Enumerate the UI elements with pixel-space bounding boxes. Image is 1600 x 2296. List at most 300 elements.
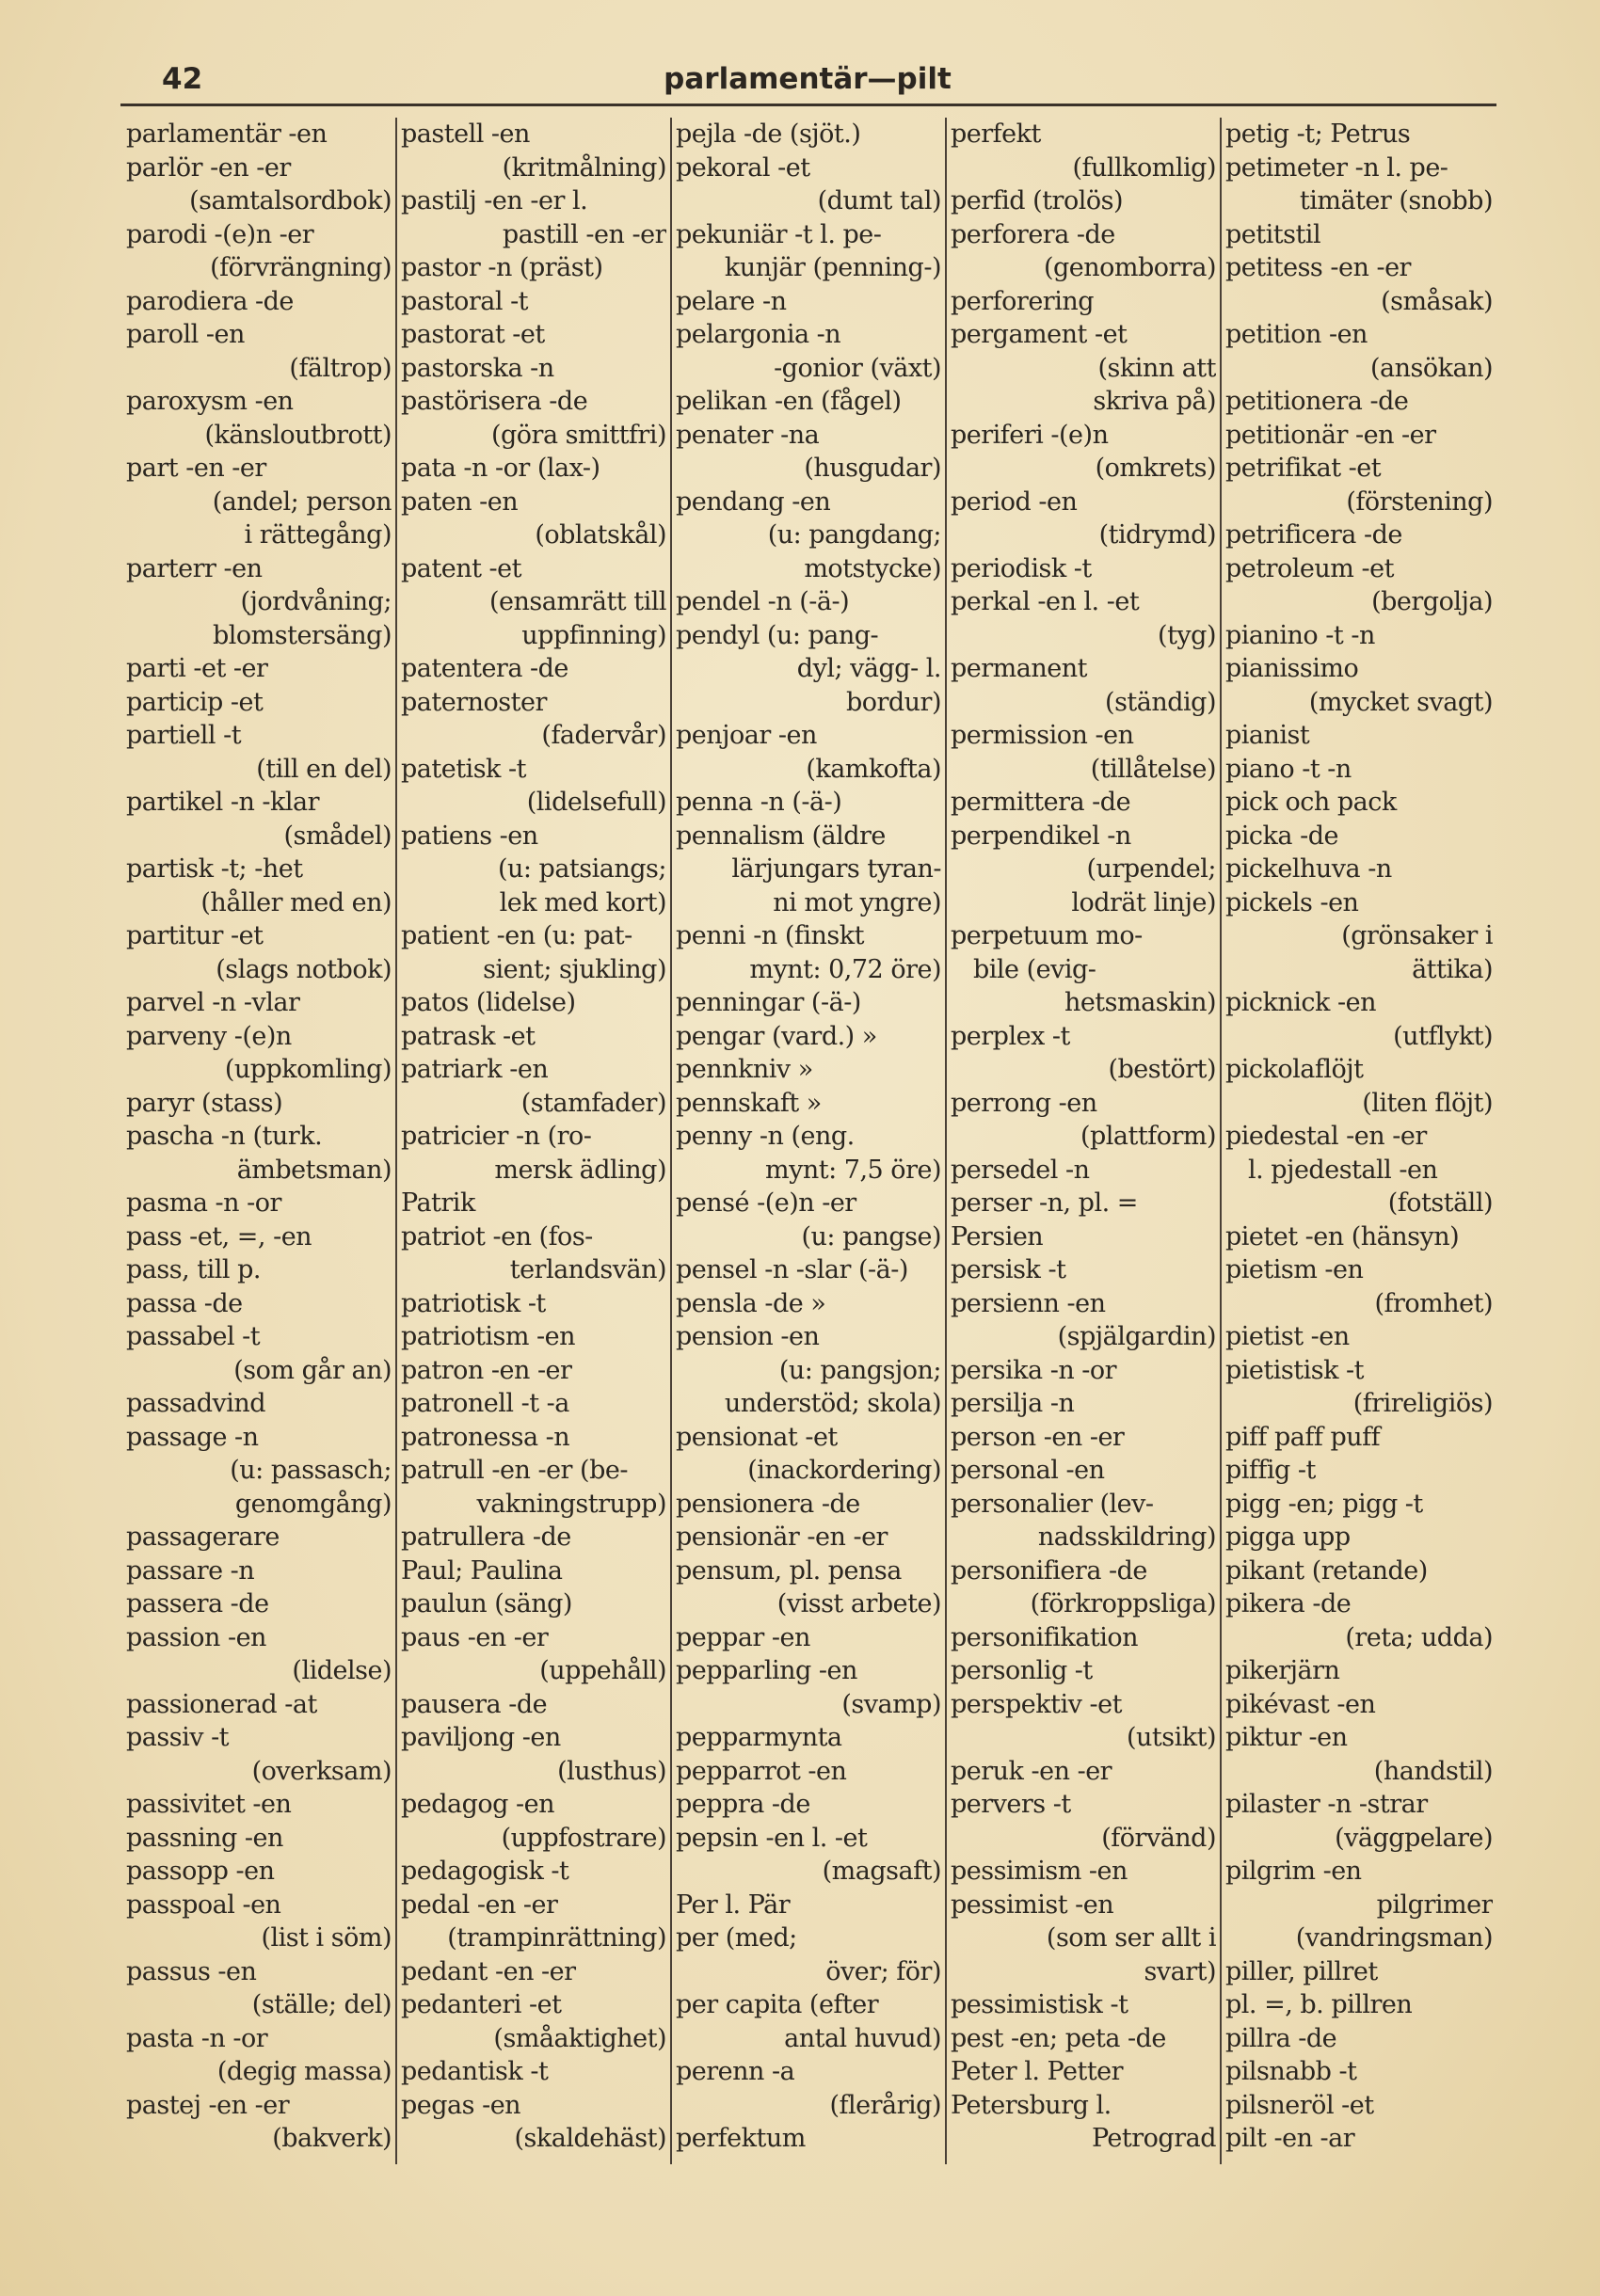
dictionary-entry: paus -en -er — [401, 1622, 549, 1652]
dictionary-entry: piktur -en — [1225, 1723, 1348, 1752]
dictionary-entry: persilja -n — [951, 1389, 1075, 1418]
dictionary-entry: pastor -n (präst) — [401, 253, 603, 282]
dictionary-entry: pascha -n (turk. — [126, 1122, 323, 1151]
entry-continuation: (vandringsman) — [1295, 1923, 1493, 1953]
entry-continuation: (omkrets) — [1095, 454, 1216, 483]
dictionary-entry: passivitet -en — [126, 1790, 292, 1819]
dictionary-entry: pengar (vard.) » — [676, 1021, 877, 1051]
entry-continuation: understöd; skola) — [724, 1389, 941, 1418]
dictionary-entry: pietistisk -t — [1225, 1355, 1364, 1385]
entry-continuation: (tyg) — [1158, 620, 1216, 650]
dictionary-entry: perpetuum mo- — [951, 921, 1143, 950]
entry-continuation: uppfinning) — [521, 620, 666, 650]
entry-continuation: (göra smittfri) — [490, 420, 666, 450]
dictionary-entry: perfid (trolös) — [951, 186, 1123, 215]
dictionary-entry: passare -n — [126, 1555, 255, 1586]
dictionary-entry: petrifikat -et — [1225, 454, 1382, 483]
dictionary-entry: petitionera -de — [1225, 387, 1409, 416]
dictionary-entry: passabel -t — [126, 1322, 261, 1351]
entry-continuation: skriva på) — [1093, 387, 1216, 416]
dictionary-entry: patient -en (u: pat- — [401, 921, 632, 950]
running-head: parlamentär—pilt — [664, 62, 952, 96]
dictionary-columns — [122, 118, 1496, 2160]
entry-continuation: (förstening) — [1346, 486, 1493, 517]
dictionary-entry: pass -et, =, -en — [126, 1221, 312, 1252]
dictionary-entry: passera -de — [126, 1589, 269, 1618]
dictionary-entry: patent -et — [401, 553, 521, 583]
dictionary-entry: personifiera -de — [951, 1555, 1147, 1586]
dictionary-entry: periferi -(e)n — [951, 420, 1109, 450]
dictionary-entry: pensel -n -slar (-ä-) — [676, 1255, 908, 1284]
dictionary-entry: pedal -en -er — [401, 1889, 558, 1920]
dictionary-entry: periodisk -t — [951, 553, 1092, 583]
dictionary-entry: paroxysm -en — [126, 387, 294, 416]
dictionary-entry: perplex -t — [951, 1021, 1070, 1051]
dictionary-entry: passagerare — [126, 1523, 280, 1552]
dictionary-entry: paten -en — [401, 486, 519, 517]
entry-continuation: (jordvåning; — [240, 587, 392, 616]
entry-continuation: i rättegång) — [244, 520, 392, 550]
dictionary-entry: pegas -en — [401, 2090, 521, 2120]
entry-continuation: (fullkomlig) — [1072, 152, 1216, 183]
dictionary-entry: Peter l. Petter — [951, 2057, 1124, 2086]
dictionary-entry: petroleum -et — [1225, 553, 1394, 583]
dictionary-entry: pietist -en — [1225, 1322, 1350, 1351]
dictionary-entry: pessimistisk -t — [951, 1990, 1128, 2019]
entry-continuation: pilgrimer — [1376, 1889, 1493, 1920]
dictionary-entry: passpoal -en — [126, 1889, 281, 1920]
dictionary-entry: pendel -n (-ä-) — [676, 587, 850, 616]
entry-continuation: dyl; vägg- l. — [796, 654, 941, 683]
dictionary-entry: pepsin -en l. -et — [676, 1823, 868, 1853]
dictionary-entry: petig -t; Petrus — [1225, 120, 1411, 149]
dictionary-entry: personlig -t — [951, 1656, 1093, 1685]
dictionary-entry: patricier -n (ro- — [401, 1122, 592, 1151]
entry-continuation: (småsak) — [1381, 286, 1493, 316]
dictionary-entry: persienn -en — [951, 1288, 1106, 1318]
dictionary-entry: patriot -en (fos- — [401, 1221, 593, 1252]
dictionary-entry: piff paff puff — [1225, 1422, 1381, 1452]
entry-continuation: (stamfader) — [520, 1088, 666, 1118]
entry-continuation: (förvänd) — [1101, 1823, 1216, 1853]
dictionary-entry: patron -en -er — [401, 1355, 572, 1385]
entry-continuation: (reta; udda) — [1345, 1622, 1493, 1652]
dictionary-entry: pessimist -en — [951, 1889, 1114, 1920]
dictionary-entry: petition -en — [1225, 320, 1368, 349]
dictionary-entry: parodi -(e)n -er — [126, 219, 314, 249]
dictionary-entry: pickels -en — [1225, 887, 1359, 917]
dictionary-entry: part -en -er — [126, 454, 266, 483]
dictionary-entry: pasta -n -or — [126, 2023, 268, 2053]
dictionary-entry: period -en — [951, 486, 1078, 517]
dictionary-entry: perkal -en l. -et — [951, 587, 1140, 616]
entry-continuation: (dumt tal) — [817, 186, 941, 215]
dictionary-entry: peruk -en -er — [951, 1756, 1112, 1786]
dictionary-entry: penater -na — [676, 420, 820, 450]
dictionary-entry: passiv -t — [126, 1723, 230, 1752]
dictionary-entry: per (med; — [676, 1923, 797, 1953]
dictionary-entry: penny -n (eng. — [676, 1122, 855, 1151]
dictionary-entry: paroll -en — [126, 320, 245, 349]
dictionary-entry: passa -de — [126, 1288, 243, 1318]
dictionary-entry: passage -n — [126, 1422, 259, 1452]
entry-continuation: (väggpelare) — [1335, 1823, 1493, 1853]
entry-continuation: (overksam) — [251, 1756, 392, 1786]
entry-continuation: (bestört) — [1108, 1055, 1216, 1084]
dictionary-entry: pianist — [1225, 721, 1310, 750]
entry-continuation: (u: pangsjon; — [778, 1355, 941, 1385]
dictionary-entry: patentera -de — [401, 654, 568, 683]
dictionary-column-1 — [122, 118, 397, 2164]
entry-continuation: timäter (snobb) — [1299, 186, 1493, 215]
entry-continuation: -gonior (växt) — [774, 353, 941, 383]
dictionary-entry: particip -et — [126, 687, 264, 717]
dictionary-entry: parterr -en — [126, 553, 263, 583]
dictionary-entry: personalier (lev- — [951, 1489, 1154, 1519]
dictionary-entry: pl. =, b. pillren — [1225, 1990, 1413, 2019]
dictionary-entry: pietet -en (hänsyn) — [1225, 1221, 1460, 1252]
entry-continuation: (flerårig) — [829, 2090, 941, 2120]
dictionary-entry: peppra -de — [676, 1790, 810, 1819]
dictionary-entry: pervers -t — [951, 1790, 1071, 1819]
dictionary-entry: pastilj -en -er l. — [401, 186, 588, 215]
dictionary-entry: parodiera -de — [126, 286, 294, 316]
dictionary-entry: piffig -t — [1225, 1456, 1316, 1485]
entry-continuation: (bakverk) — [272, 2124, 392, 2153]
dictionary-entry: paviljong -en — [401, 1723, 561, 1752]
entry-continuation: (inackordering) — [747, 1456, 941, 1485]
entry-continuation: ni mot yngre) — [773, 887, 941, 917]
entry-continuation: (håller med en) — [200, 887, 392, 917]
dictionary-entry: petitstil — [1225, 219, 1321, 249]
dictionary-entry: penningar (-ä-) — [676, 988, 861, 1017]
dictionary-entry: peppar -en — [676, 1622, 810, 1652]
dictionary-entry: pilaster -n -strar — [1225, 1790, 1428, 1819]
dictionary-entry: personifikation — [951, 1622, 1139, 1652]
dictionary-entry: paulun (säng) — [401, 1589, 572, 1618]
entry-continuation: (kritmålning) — [502, 152, 666, 183]
entry-continuation: (förkroppsliga) — [1030, 1589, 1216, 1618]
dictionary-entry: pilgrim -en — [1225, 1857, 1362, 1886]
entry-continuation: Petrograd — [1091, 2124, 1216, 2153]
entry-continuation: antal huvud) — [784, 2023, 941, 2053]
dictionary-entry: person -en -er — [951, 1422, 1125, 1452]
entry-continuation: (plattform) — [1080, 1122, 1216, 1151]
entry-continuation: terlandsvän) — [509, 1255, 666, 1284]
entry-continuation: blomstersäng) — [212, 620, 392, 650]
dictionary-entry: pessimism -en — [951, 1857, 1128, 1886]
dictionary-column-2 — [397, 118, 672, 2164]
dictionary-entry: permittera -de — [951, 788, 1131, 817]
entry-continuation: (list i söm) — [261, 1923, 392, 1953]
page-header — [120, 58, 1495, 109]
entry-continuation: (smådel) — [283, 821, 392, 851]
entry-continuation: svart) — [1144, 1956, 1216, 1986]
dictionary-entry: pekuniär -t l. pe- — [676, 219, 882, 249]
dictionary-entry: pastell -en — [401, 120, 530, 149]
entry-continuation: (visst arbete) — [776, 1589, 941, 1618]
entry-continuation: (ensamrätt till — [489, 587, 666, 616]
dictionary-entry: pianino -t -n — [1225, 620, 1375, 650]
dictionary-entry: pedantisk -t — [401, 2057, 549, 2086]
entry-continuation: (u: pangse) — [801, 1221, 941, 1252]
dictionary-entry: per capita (efter — [676, 1990, 879, 2019]
dictionary-entry: persika -n -or — [951, 1355, 1117, 1385]
dictionary-entry: pilt -en -ar — [1225, 2124, 1355, 2153]
dictionary-entry: pennskaft » — [676, 1088, 822, 1118]
dictionary-entry: pennkniv » — [676, 1055, 813, 1084]
entry-continuation: (andel; person — [212, 486, 392, 517]
dictionary-entry: parvel -n -vlar — [126, 988, 300, 1017]
dictionary-entry: Patrik — [401, 1188, 475, 1218]
dictionary-entry: patriotisk -t — [401, 1288, 546, 1318]
entry-continuation: (liten flöjt) — [1362, 1088, 1493, 1118]
dictionary-entry: passadvind — [126, 1389, 266, 1418]
dictionary-entry: Per l. Pär — [676, 1889, 791, 1920]
entry-continuation: (genomborra) — [1043, 253, 1216, 282]
entry-continuation: (grönsaker i — [1341, 921, 1493, 950]
dictionary-column-4 — [947, 118, 1222, 2164]
entry-continuation: bile (evig- — [973, 954, 1096, 984]
dictionary-entry: pata -n -or (lax-) — [401, 454, 600, 483]
entry-continuation: lodrät linje) — [1071, 887, 1216, 917]
entry-continuation: l. pjedestall -en — [1248, 1155, 1438, 1185]
dictionary-entry: paternoster — [401, 687, 547, 717]
entry-continuation: (uppkomling) — [224, 1055, 392, 1084]
dictionary-entry: pepparrot -en — [676, 1756, 847, 1786]
dictionary-entry: penni -n (finskt — [676, 921, 864, 950]
dictionary-entry: patrullera -de — [401, 1523, 571, 1552]
header-rule — [120, 104, 1496, 106]
dictionary-entry: piano -t -n — [1225, 754, 1352, 784]
dictionary-entry: perenn -a — [676, 2057, 795, 2086]
entry-continuation: (till en del) — [256, 754, 392, 784]
dictionary-entry: picknick -en — [1225, 988, 1376, 1017]
entry-continuation: (handstil) — [1373, 1756, 1493, 1786]
entry-continuation: (u: patsiangs; — [497, 854, 666, 884]
entry-continuation: genomgång) — [234, 1489, 392, 1519]
dictionary-entry: pedant -en -er — [401, 1956, 576, 1986]
dictionary-entry: pikerjärn — [1225, 1656, 1340, 1685]
dictionary-entry: Petersburg l. — [951, 2090, 1112, 2120]
dictionary-entry: pedagog -en — [401, 1790, 555, 1819]
dictionary-entry: pension -en — [676, 1322, 820, 1351]
dictionary-entry: pedagogisk -t — [401, 1857, 569, 1886]
dictionary-entry: pensé -(e)n -er — [676, 1188, 856, 1218]
dictionary-entry: pensum, pl. pensa — [676, 1555, 902, 1586]
dictionary-entry: patriotism -en — [401, 1322, 576, 1351]
entry-continuation: (skaldehäst) — [514, 2124, 666, 2153]
entry-continuation: (fadervår) — [541, 721, 666, 750]
dictionary-entry: pilsnabb -t — [1225, 2057, 1357, 2086]
entry-continuation: (fältrop) — [289, 353, 392, 383]
dictionary-entry: pastoral -t — [401, 286, 529, 316]
dictionary-entry: petitionär -en -er — [1225, 420, 1436, 450]
entry-continuation: vakningstrupp) — [476, 1489, 666, 1519]
dictionary-entry: piedestal -en -er — [1225, 1122, 1427, 1151]
dictionary-entry: pedanteri -et — [401, 1990, 562, 2019]
dictionary-entry: pensionär -en -er — [676, 1523, 888, 1552]
dictionary-entry: perfekt — [951, 120, 1041, 149]
dictionary-column-3 — [672, 118, 947, 2164]
dictionary-entry: pigg -en; pigg -t — [1225, 1489, 1423, 1519]
entry-continuation: (lidelse) — [292, 1656, 392, 1685]
dictionary-entry: perrong -en — [951, 1088, 1097, 1118]
entry-continuation: (husgudar) — [804, 454, 941, 483]
entry-continuation: lärjungars tyran- — [731, 854, 941, 884]
entry-continuation: (kamkofta) — [806, 754, 941, 784]
entry-continuation: (svamp) — [841, 1689, 941, 1719]
dictionary-entry: perpendikel -n — [951, 821, 1131, 851]
dictionary-entry: pest -en; peta -de — [951, 2023, 1166, 2053]
entry-continuation: lek med kort) — [499, 887, 666, 917]
dictionary-entry: passus -en — [126, 1956, 257, 1986]
entry-continuation: sient; sjukling) — [483, 954, 666, 984]
entry-continuation: ättika) — [1412, 954, 1493, 984]
entry-continuation: (utsikt) — [1126, 1723, 1216, 1752]
dictionary-entry: pick och pack — [1225, 788, 1397, 817]
entry-continuation: (magsaft) — [822, 1857, 941, 1886]
dictionary-entry: pepparling -en — [676, 1656, 857, 1685]
entry-continuation: (slags notbok) — [216, 954, 392, 984]
entry-continuation: (oblatskål) — [535, 520, 666, 550]
dictionary-entry: pelare -n — [676, 286, 787, 316]
dictionary-entry: pastorat -et — [401, 320, 545, 349]
dictionary-entry: pensionat -et — [676, 1422, 838, 1452]
entry-continuation: (tidrymd) — [1098, 520, 1216, 550]
dictionary-entry: passion -en — [126, 1622, 266, 1652]
dictionary-entry: pigga upp — [1225, 1523, 1351, 1552]
dictionary-entry: parti -et -er — [126, 654, 268, 683]
dictionary-entry: pikera -de — [1225, 1589, 1352, 1618]
dictionary-entry: perforera -de — [951, 219, 1115, 249]
entry-continuation: över; för) — [825, 1956, 941, 1986]
dictionary-entry: pelikan -en (fågel) — [676, 387, 902, 416]
entry-continuation: mynt: 0,72 öre) — [749, 954, 941, 984]
entry-continuation: mersk ädling) — [494, 1155, 666, 1185]
dictionary-entry: patrask -et — [401, 1021, 536, 1051]
entry-continuation: (u: passasch; — [230, 1456, 392, 1485]
dictionary-entry: passning -en — [126, 1823, 283, 1853]
dictionary-entry: persisk -t — [951, 1255, 1066, 1284]
dictionary-entry: permission -en — [951, 721, 1134, 750]
dictionary-entry: pikant (retande) — [1225, 1555, 1428, 1586]
entry-continuation: (samtalsordbok) — [189, 186, 392, 215]
dictionary-entry: penjoar -en — [676, 721, 817, 750]
entry-continuation: pastill -en -er — [502, 219, 666, 249]
dictionary-entry: patronessa -n — [401, 1422, 570, 1452]
entry-continuation: (känsloutbrott) — [204, 420, 392, 450]
dictionary-entry: parlör -en -er — [126, 152, 291, 183]
dictionary-entry: petimeter -n l. pe- — [1225, 152, 1448, 183]
entry-continuation: (urpendel; — [1086, 854, 1216, 884]
dictionary-entry: pickolaflöjt — [1225, 1055, 1364, 1084]
dictionary-entry: pickelhuva -n — [1225, 854, 1392, 884]
entry-continuation: (tillåtelse) — [1090, 754, 1216, 784]
entry-continuation: kunjär (penning-) — [724, 253, 941, 282]
dictionary-entry: petrificera -de — [1225, 520, 1402, 550]
dictionary-entry: pillra -de — [1225, 2023, 1337, 2053]
dictionary-entry: Paul; Paulina — [401, 1555, 563, 1586]
dictionary-entry: pensionera -de — [676, 1489, 860, 1519]
dictionary-entry: pastorska -n — [401, 353, 554, 383]
entry-continuation: (som går an) — [233, 1355, 392, 1385]
dictionary-entry: permanent — [951, 654, 1087, 683]
dictionary-entry: partisk -t; -het — [126, 854, 303, 884]
entry-continuation: (spjälgardin) — [1057, 1322, 1216, 1351]
entry-continuation: (som ser allt i — [1046, 1923, 1216, 1953]
entry-continuation: (utflykt) — [1393, 1021, 1493, 1051]
dictionary-entry: picka -de — [1225, 821, 1338, 851]
dictionary-entry: pelargonia -n — [676, 320, 841, 349]
entry-continuation: ämbetsman) — [236, 1155, 392, 1185]
dictionary-entry: perser -n, pl. = — [951, 1188, 1138, 1218]
entry-continuation: (uppfostrare) — [501, 1823, 666, 1853]
dictionary-entry: perfektum — [676, 2124, 806, 2153]
dictionary-entry: patiens -en — [401, 821, 538, 851]
entry-continuation: (frireligiös) — [1352, 1389, 1493, 1418]
dictionary-entry: pendyl (u: pang- — [676, 620, 879, 650]
dictionary-entry: partitur -et — [126, 921, 264, 950]
entry-continuation: (uppehåll) — [539, 1656, 666, 1685]
dictionary-entry: parlamentär -en — [126, 120, 328, 149]
entry-continuation: (degig massa) — [216, 2057, 392, 2086]
dictionary-entry: perforering — [951, 286, 1095, 316]
dictionary-entry: passopp -en — [126, 1857, 275, 1886]
dictionary-entry: pekoral -et — [676, 152, 810, 183]
dictionary-entry: Persien — [951, 1221, 1044, 1252]
entry-continuation: (ständig) — [1105, 687, 1216, 717]
entry-continuation: (bergolja) — [1371, 587, 1493, 616]
entry-continuation: (fotställ) — [1387, 1188, 1493, 1218]
dictionary-entry: pilsneröl -et — [1225, 2090, 1374, 2120]
page-number: 42 — [162, 62, 203, 96]
dictionary-entry: partikel -n -klar — [126, 788, 320, 817]
dictionary-entry: petitess -en -er — [1225, 253, 1411, 282]
entry-continuation: (lusthus) — [557, 1756, 666, 1786]
entry-continuation: (skinn att — [1097, 353, 1216, 383]
dictionary-entry: perspektiv -et — [951, 1689, 1122, 1719]
dictionary-entry: passionerad -at — [126, 1689, 317, 1719]
dictionary-entry: persedel -n — [951, 1155, 1090, 1185]
dictionary-entry: pendang -en — [676, 486, 831, 517]
dictionary-entry: penna -n (-ä-) — [676, 788, 842, 817]
dictionary-entry: pass, till p. — [126, 1255, 261, 1284]
dictionary-entry: pastej -en -er — [126, 2090, 290, 2120]
dictionary-entry: parveny -(e)n — [126, 1021, 292, 1051]
dictionary-entry: piller, pillret — [1225, 1956, 1378, 1986]
entry-continuation: (mycket svagt) — [1308, 687, 1493, 717]
dictionary-entry: pietism -en — [1225, 1255, 1364, 1284]
entry-continuation: (ansökan) — [1369, 353, 1493, 383]
entry-continuation: (förvrängning) — [210, 253, 392, 282]
dictionary-entry: pikévast -en — [1225, 1689, 1376, 1719]
dictionary-entry: pianissimo — [1225, 654, 1359, 683]
dictionary-entry: partiell -t — [126, 721, 242, 750]
dictionary-entry: patronell -t -a — [401, 1389, 569, 1418]
entry-continuation: (lidelsefull) — [526, 788, 666, 817]
entry-continuation: motstycke) — [804, 553, 941, 583]
dictionary-entry: patrull -en -er (be- — [401, 1456, 628, 1485]
entry-continuation: (ställe; del) — [251, 1990, 392, 2019]
dictionary-column-5 — [1222, 118, 1496, 2164]
entry-continuation: mynt: 7,5 öre) — [765, 1155, 941, 1185]
dictionary-entry: patetisk -t — [401, 754, 526, 784]
dictionary-entry: personal -en — [951, 1456, 1105, 1485]
entry-continuation: hetsmaskin) — [1064, 988, 1216, 1017]
entry-continuation: (trampinrättning) — [447, 1923, 666, 1953]
dictionary-entry: patos (lidelse) — [401, 988, 576, 1017]
